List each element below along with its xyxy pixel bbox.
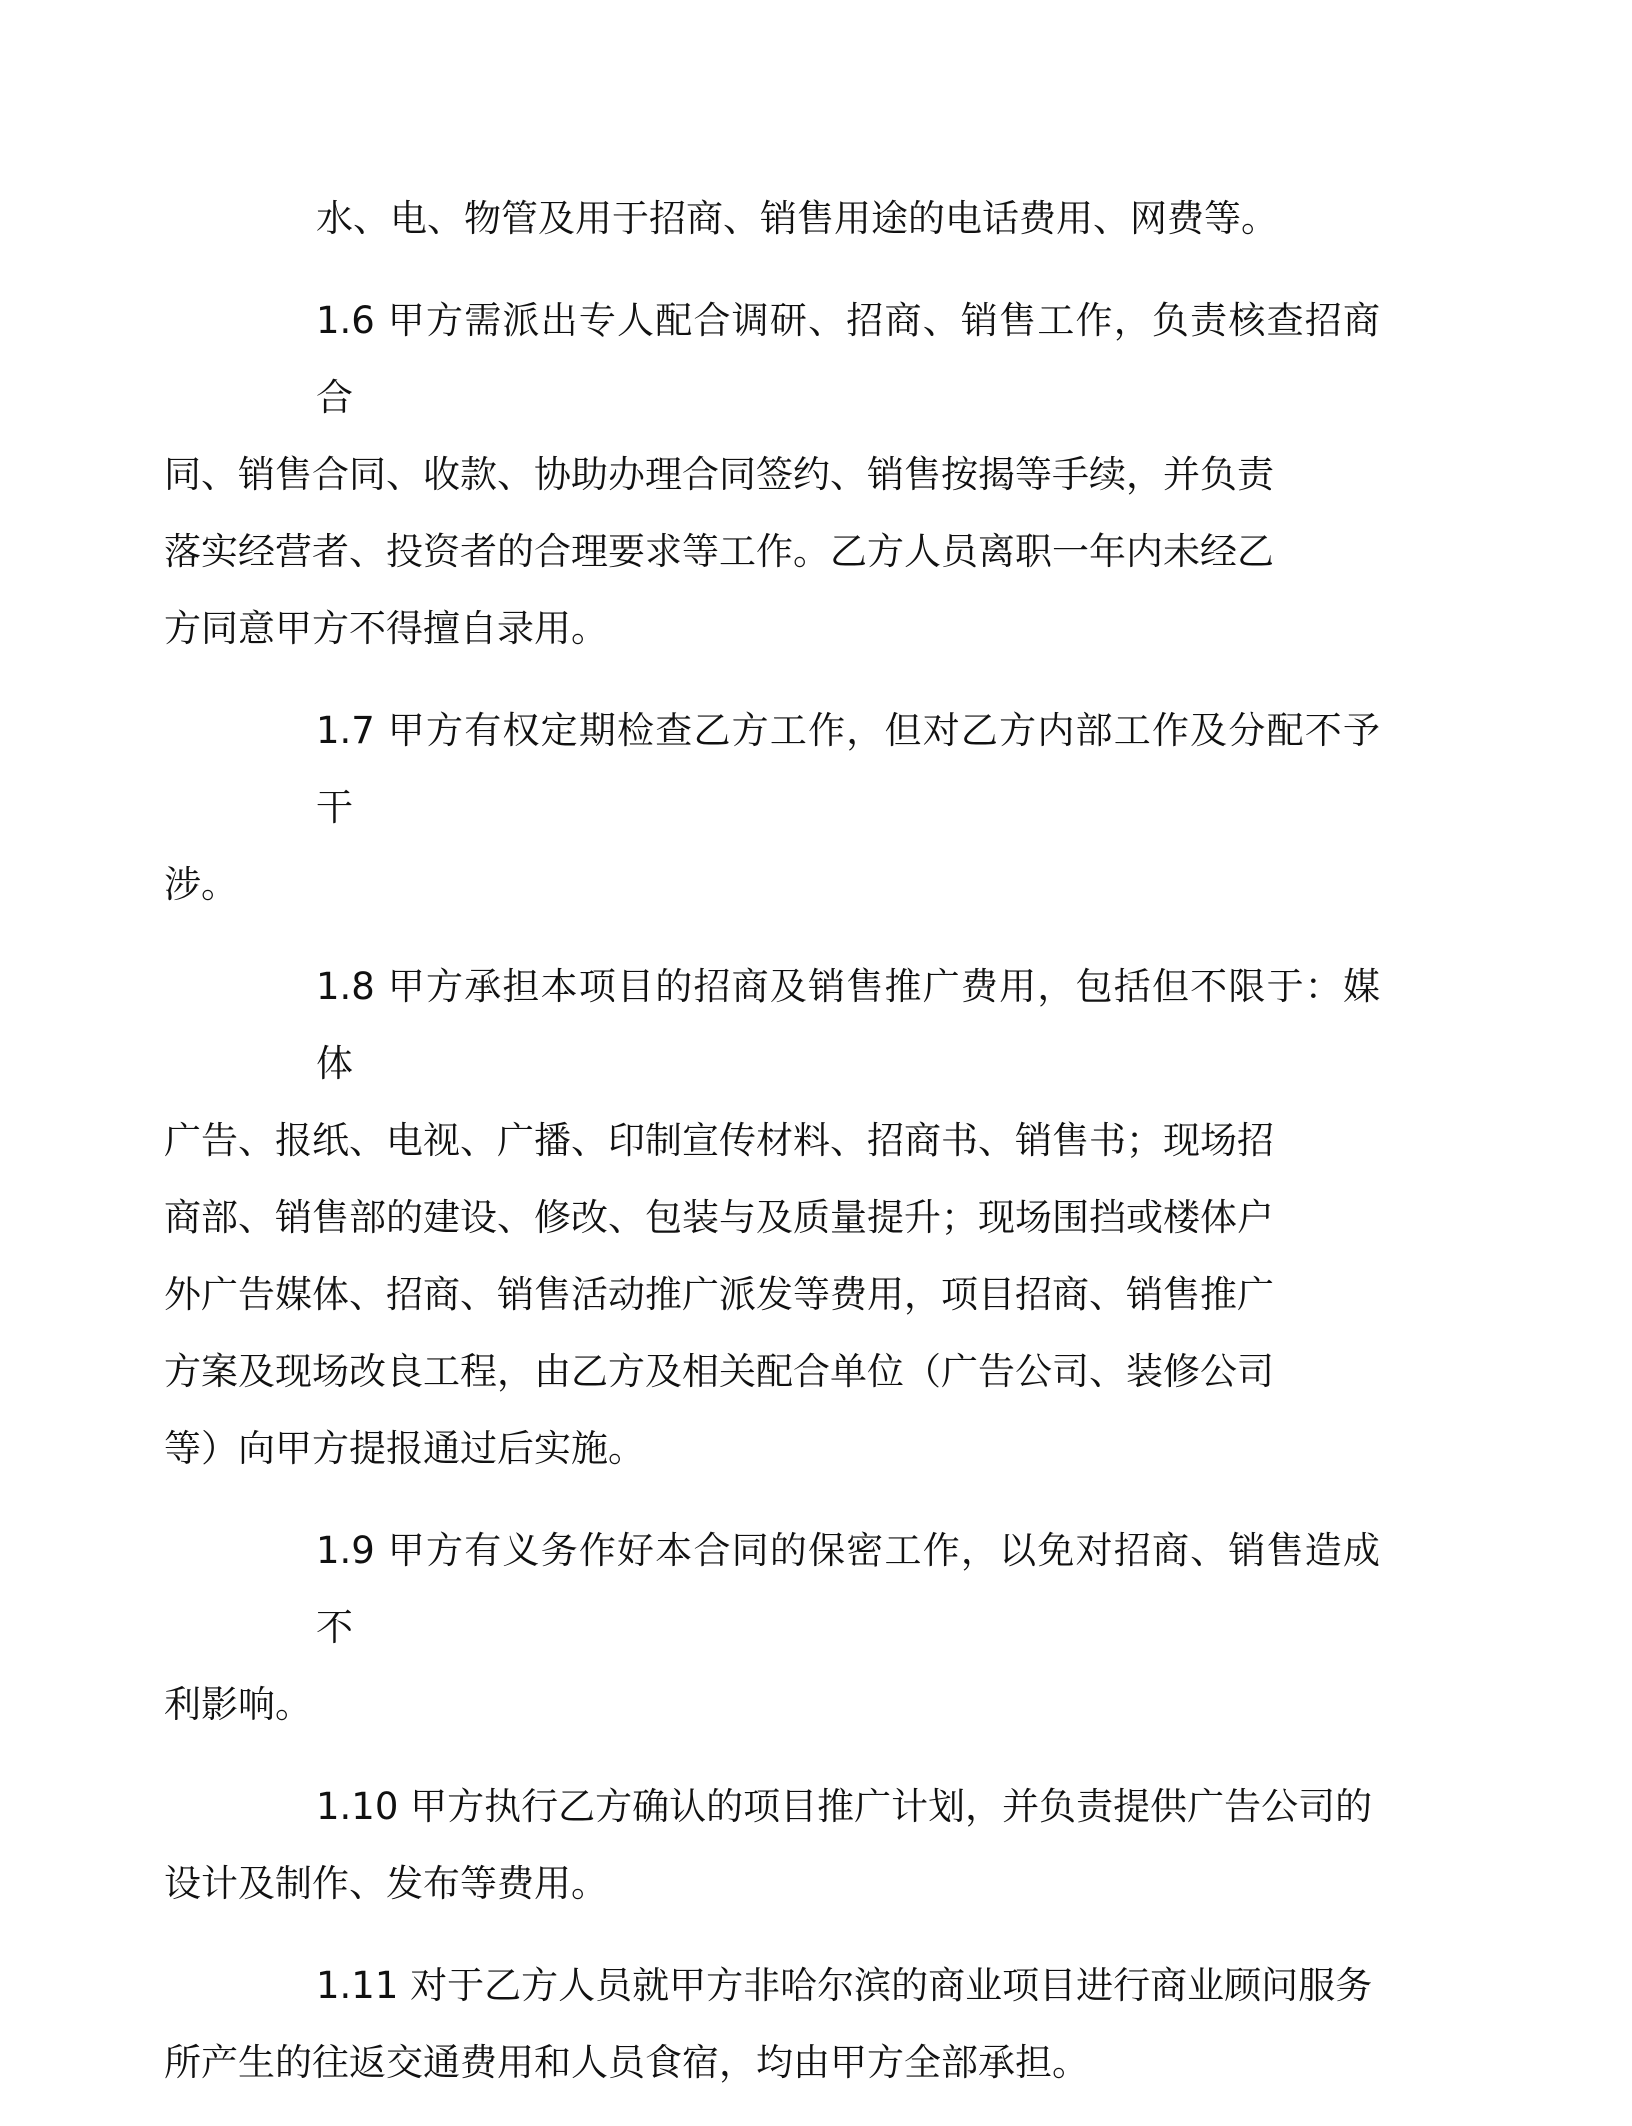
paragraph-1-9: [164, 1512, 1380, 1743]
paragraph-line: 同、销售合同、收款、协助办理合同签约、销售按揭等手续，并负责: [164, 453, 1274, 496]
paragraph-line: 1.8 甲方承担本项目的招商及销售推广费用，包括但不限于：媒体: [316, 965, 1380, 1085]
paragraph-line: 等）向甲方提报通过后实施。: [164, 1427, 645, 1470]
paragraph-line: 1.7 甲方有权定期检查乙方工作，但对乙方内部工作及分配不予干: [316, 709, 1380, 829]
document-body: [164, 180, 1380, 2126]
paragraph-line: 方同意甲方不得擅自录用。: [164, 607, 608, 650]
paragraph-continuation: [240, 180, 1380, 257]
paragraph-line: 1.10 甲方执行乙方确认的项目推广计划，并负责提供广告公司的: [316, 1785, 1373, 1828]
paragraph-line: 方案及现场改良工程，由乙方及相关配合单位（广告公司、装修公司: [164, 1350, 1274, 1393]
paragraph-line: 1.11 对于乙方人员就甲方非哈尔滨的商业项目进行商业顾问服务: [316, 1964, 1373, 2007]
paragraph-line: 商部、销售部的建设、修改、包装与及质量提升；现场围挡或楼体户: [164, 1196, 1274, 1239]
paragraph-line: 设计及制作、发布等费用。: [164, 1862, 608, 1905]
paragraph-1-7: [164, 692, 1380, 923]
paragraph-line: 外广告媒体、招商、销售活动推广派发等费用，项目招商、销售推广: [164, 1273, 1274, 1316]
paragraph-line: 所产生的往返交通费用和人员食宿，均由甲方全部承担。: [164, 2041, 1089, 2084]
paragraph-1-11: [164, 1947, 1380, 2101]
paragraph-line: 涉。: [164, 863, 238, 906]
paragraph-1-10: [164, 1768, 1380, 1922]
paragraph-line: 1.6 甲方需派出专人配合调研、招商、销售工作，负责核查招商合: [316, 299, 1380, 419]
paragraph-line: 广告、报纸、电视、广播、印制宣传材料、招商书、销售书；现场招: [164, 1119, 1274, 1162]
paragraph-line: 水、电、物管及用于招商、销售用途的电话费用、网费等。: [316, 197, 1278, 240]
paragraph-line: 利影响。: [164, 1683, 312, 1726]
paragraph-line: 落实经营者、投资者的合理要求等工作。乙方人员离职一年内未经乙: [164, 530, 1274, 573]
paragraph-1-8: [164, 948, 1380, 1487]
paragraph-line: 1.9 甲方有义务作好本合同的保密工作，以免对招商、销售造成不: [316, 1529, 1380, 1649]
paragraph-1-6: [164, 282, 1380, 667]
